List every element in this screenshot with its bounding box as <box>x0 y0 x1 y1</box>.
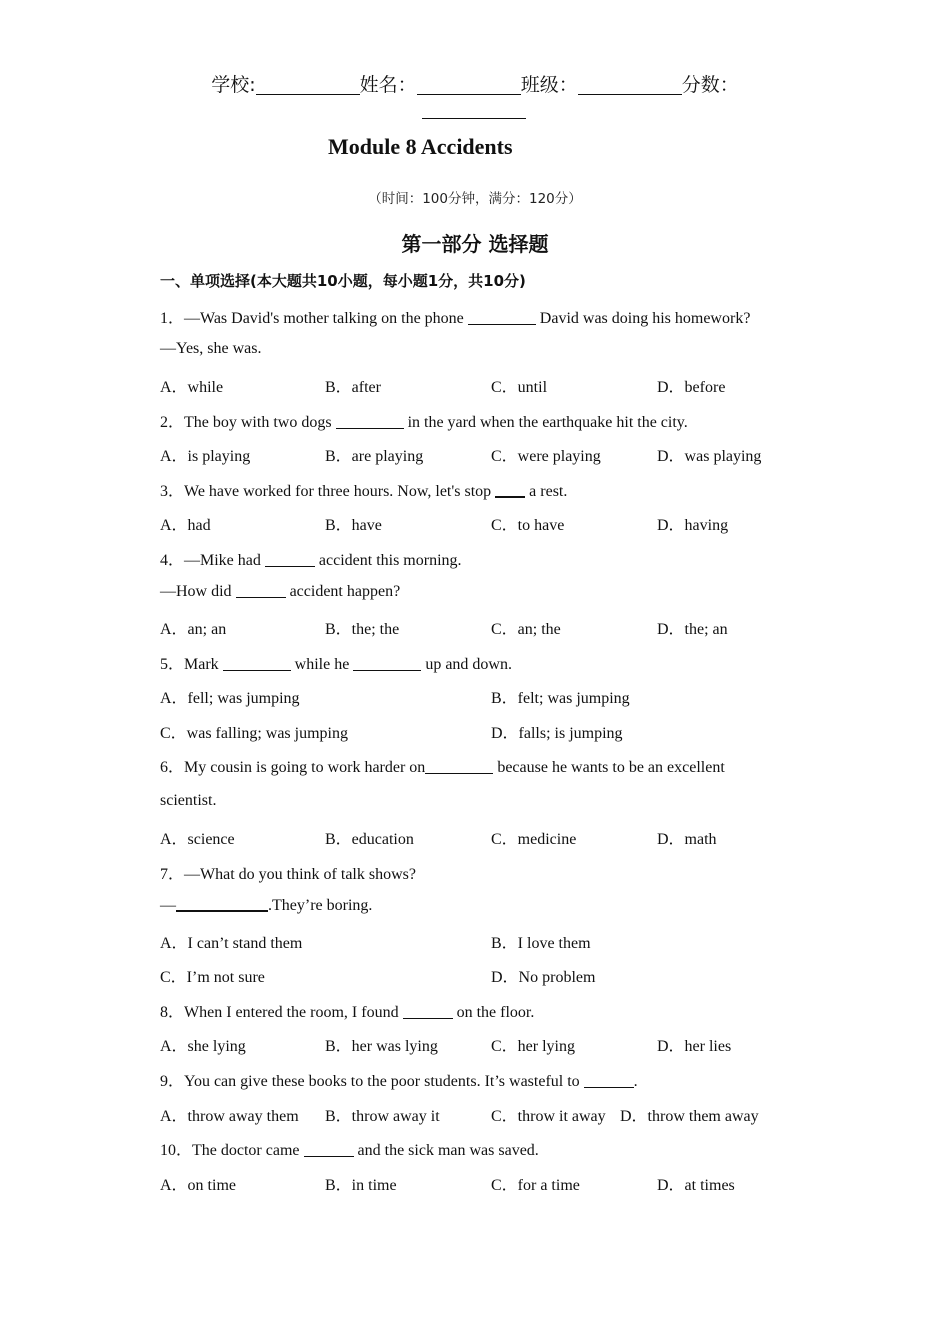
q2-option-d[interactable]: D．was playing <box>657 448 762 465</box>
q4-option-b[interactable]: B．the; the <box>325 621 400 638</box>
question-3-line-1: 3．We have worked for three hours. Now, let's stop a rest. <box>160 483 568 500</box>
q6-option-b[interactable]: B．education <box>325 831 414 848</box>
q5-option-b[interactable]: B．felt; was jumping <box>491 690 630 707</box>
answer-blank[interactable] <box>468 309 536 325</box>
q9-option-c[interactable]: C．throw it away <box>491 1108 606 1125</box>
answer-blank[interactable] <box>425 758 493 774</box>
school-blank[interactable] <box>256 74 360 95</box>
score-label: 分数： <box>681 74 739 96</box>
answer-blank[interactable] <box>236 582 286 598</box>
exam-info: （时间：100分钟，满分：120分） <box>368 191 582 207</box>
q9-option-b[interactable]: B．throw away it <box>325 1108 440 1125</box>
q10-option-d[interactable]: D．at times <box>657 1177 735 1194</box>
q3-option-a[interactable]: A．had <box>160 517 211 534</box>
class-blank[interactable] <box>578 74 682 95</box>
q8-option-c[interactable]: C．her lying <box>491 1038 575 1055</box>
q7-option-b[interactable]: B．I love them <box>491 935 591 952</box>
answer-blank[interactable] <box>403 1003 453 1019</box>
answer-blank[interactable] <box>223 655 291 671</box>
class-label: 班级： <box>520 74 578 96</box>
q6-option-c[interactable]: C．medicine <box>491 831 577 848</box>
question-7-line-2: — .They’re boring. <box>160 897 373 914</box>
answer-blank[interactable] <box>176 895 268 912</box>
q1-option-d[interactable]: D．before <box>657 379 726 396</box>
q7-option-d[interactable]: D．No problem <box>491 969 596 986</box>
q3-option-c[interactable]: C．to have <box>491 517 565 534</box>
q3-option-d[interactable]: D．having <box>657 517 729 534</box>
q10-option-c[interactable]: C．for a time <box>491 1177 580 1194</box>
q8-option-d[interactable]: D．her lies <box>657 1038 732 1055</box>
answer-blank[interactable] <box>495 481 525 498</box>
q7-option-a[interactable]: A．I can’t stand them <box>160 935 303 952</box>
question-5-line-1: 5．Mark while he up and down. <box>160 656 512 673</box>
question-4-line-2: —How did accident happen? <box>160 583 401 600</box>
question-9-line-1: 9．You can give these books to the poor students. It’s wasteful to . <box>160 1073 638 1090</box>
q4-option-a[interactable]: A．an; an <box>160 621 227 638</box>
q10-option-a[interactable]: A．on time <box>160 1177 236 1194</box>
q2-option-b[interactable]: B．are playing <box>325 448 424 465</box>
part-title: 第一部分 选择题 <box>401 232 549 256</box>
question-4-line-1: 4．—Mike had accident this morning. <box>160 552 462 569</box>
section-title: 一、单项选择(本大题共10小题，每小题1分，共10分) <box>160 272 526 290</box>
q1-option-b[interactable]: B．after <box>325 379 381 396</box>
answer-blank[interactable] <box>336 413 404 429</box>
answer-blank[interactable] <box>584 1072 634 1088</box>
answer-blank[interactable] <box>304 1141 354 1157</box>
q5-option-d[interactable]: D．falls; is jumping <box>491 725 623 742</box>
q1-option-a[interactable]: A．while <box>160 379 224 396</box>
q9-option-d[interactable]: D．throw them away <box>620 1108 759 1125</box>
q8-option-b[interactable]: B．her was lying <box>325 1038 438 1055</box>
question-2-line-1: 2．The boy with two dogs in the yard when the earthquake hit the city. <box>160 414 688 431</box>
q4-option-d[interactable]: D．the; an <box>657 621 728 638</box>
q3-option-b[interactable]: B．have <box>325 517 382 534</box>
score-blank[interactable] <box>422 104 526 119</box>
q8-option-a[interactable]: A．she lying <box>160 1038 246 1055</box>
q10-option-b[interactable]: B．in time <box>325 1177 397 1194</box>
question-1-line-1: 1．—Was David's mother talking on the phone David was doing his homework? <box>160 310 751 327</box>
question-6-line-2: scientist. <box>160 792 217 809</box>
q2-option-a[interactable]: A．is playing <box>160 448 251 465</box>
question-7-line-1: 7．—What do you think of talk shows? <box>160 866 416 883</box>
name-blank[interactable] <box>417 74 521 95</box>
question-1-line-2: —Yes, she was. <box>160 340 262 357</box>
name-label: 姓名： <box>359 74 417 96</box>
q9-option-a[interactable]: A．throw away them <box>160 1108 299 1125</box>
q6-option-d[interactable]: D．math <box>657 831 717 848</box>
q1-option-c[interactable]: C．until <box>491 379 548 396</box>
page-title: Module 8 Accidents <box>328 134 513 159</box>
answer-blank[interactable] <box>353 655 421 671</box>
q2-option-c[interactable]: C．were playing <box>491 448 601 465</box>
question-10-line-1: 10．The doctor came and the sick man was saved. <box>160 1142 539 1159</box>
q5-option-a[interactable]: A．fell; was jumping <box>160 690 300 707</box>
school-label: 学校: <box>211 74 256 96</box>
q7-option-c[interactable]: C．I’m not sure <box>160 969 265 986</box>
student-info-line <box>0 70 950 97</box>
answer-blank[interactable] <box>265 551 315 567</box>
q6-option-a[interactable]: A．science <box>160 831 235 848</box>
q5-option-c[interactable]: C．was falling; was jumping <box>160 725 348 742</box>
q4-option-c[interactable]: C．an; the <box>491 621 561 638</box>
question-8-line-1: 8．When I entered the room, I found on the floor. <box>160 1004 535 1021</box>
question-6-line-1: 6．My cousin is going to work harder on because he wants to be an excellent <box>160 759 725 776</box>
